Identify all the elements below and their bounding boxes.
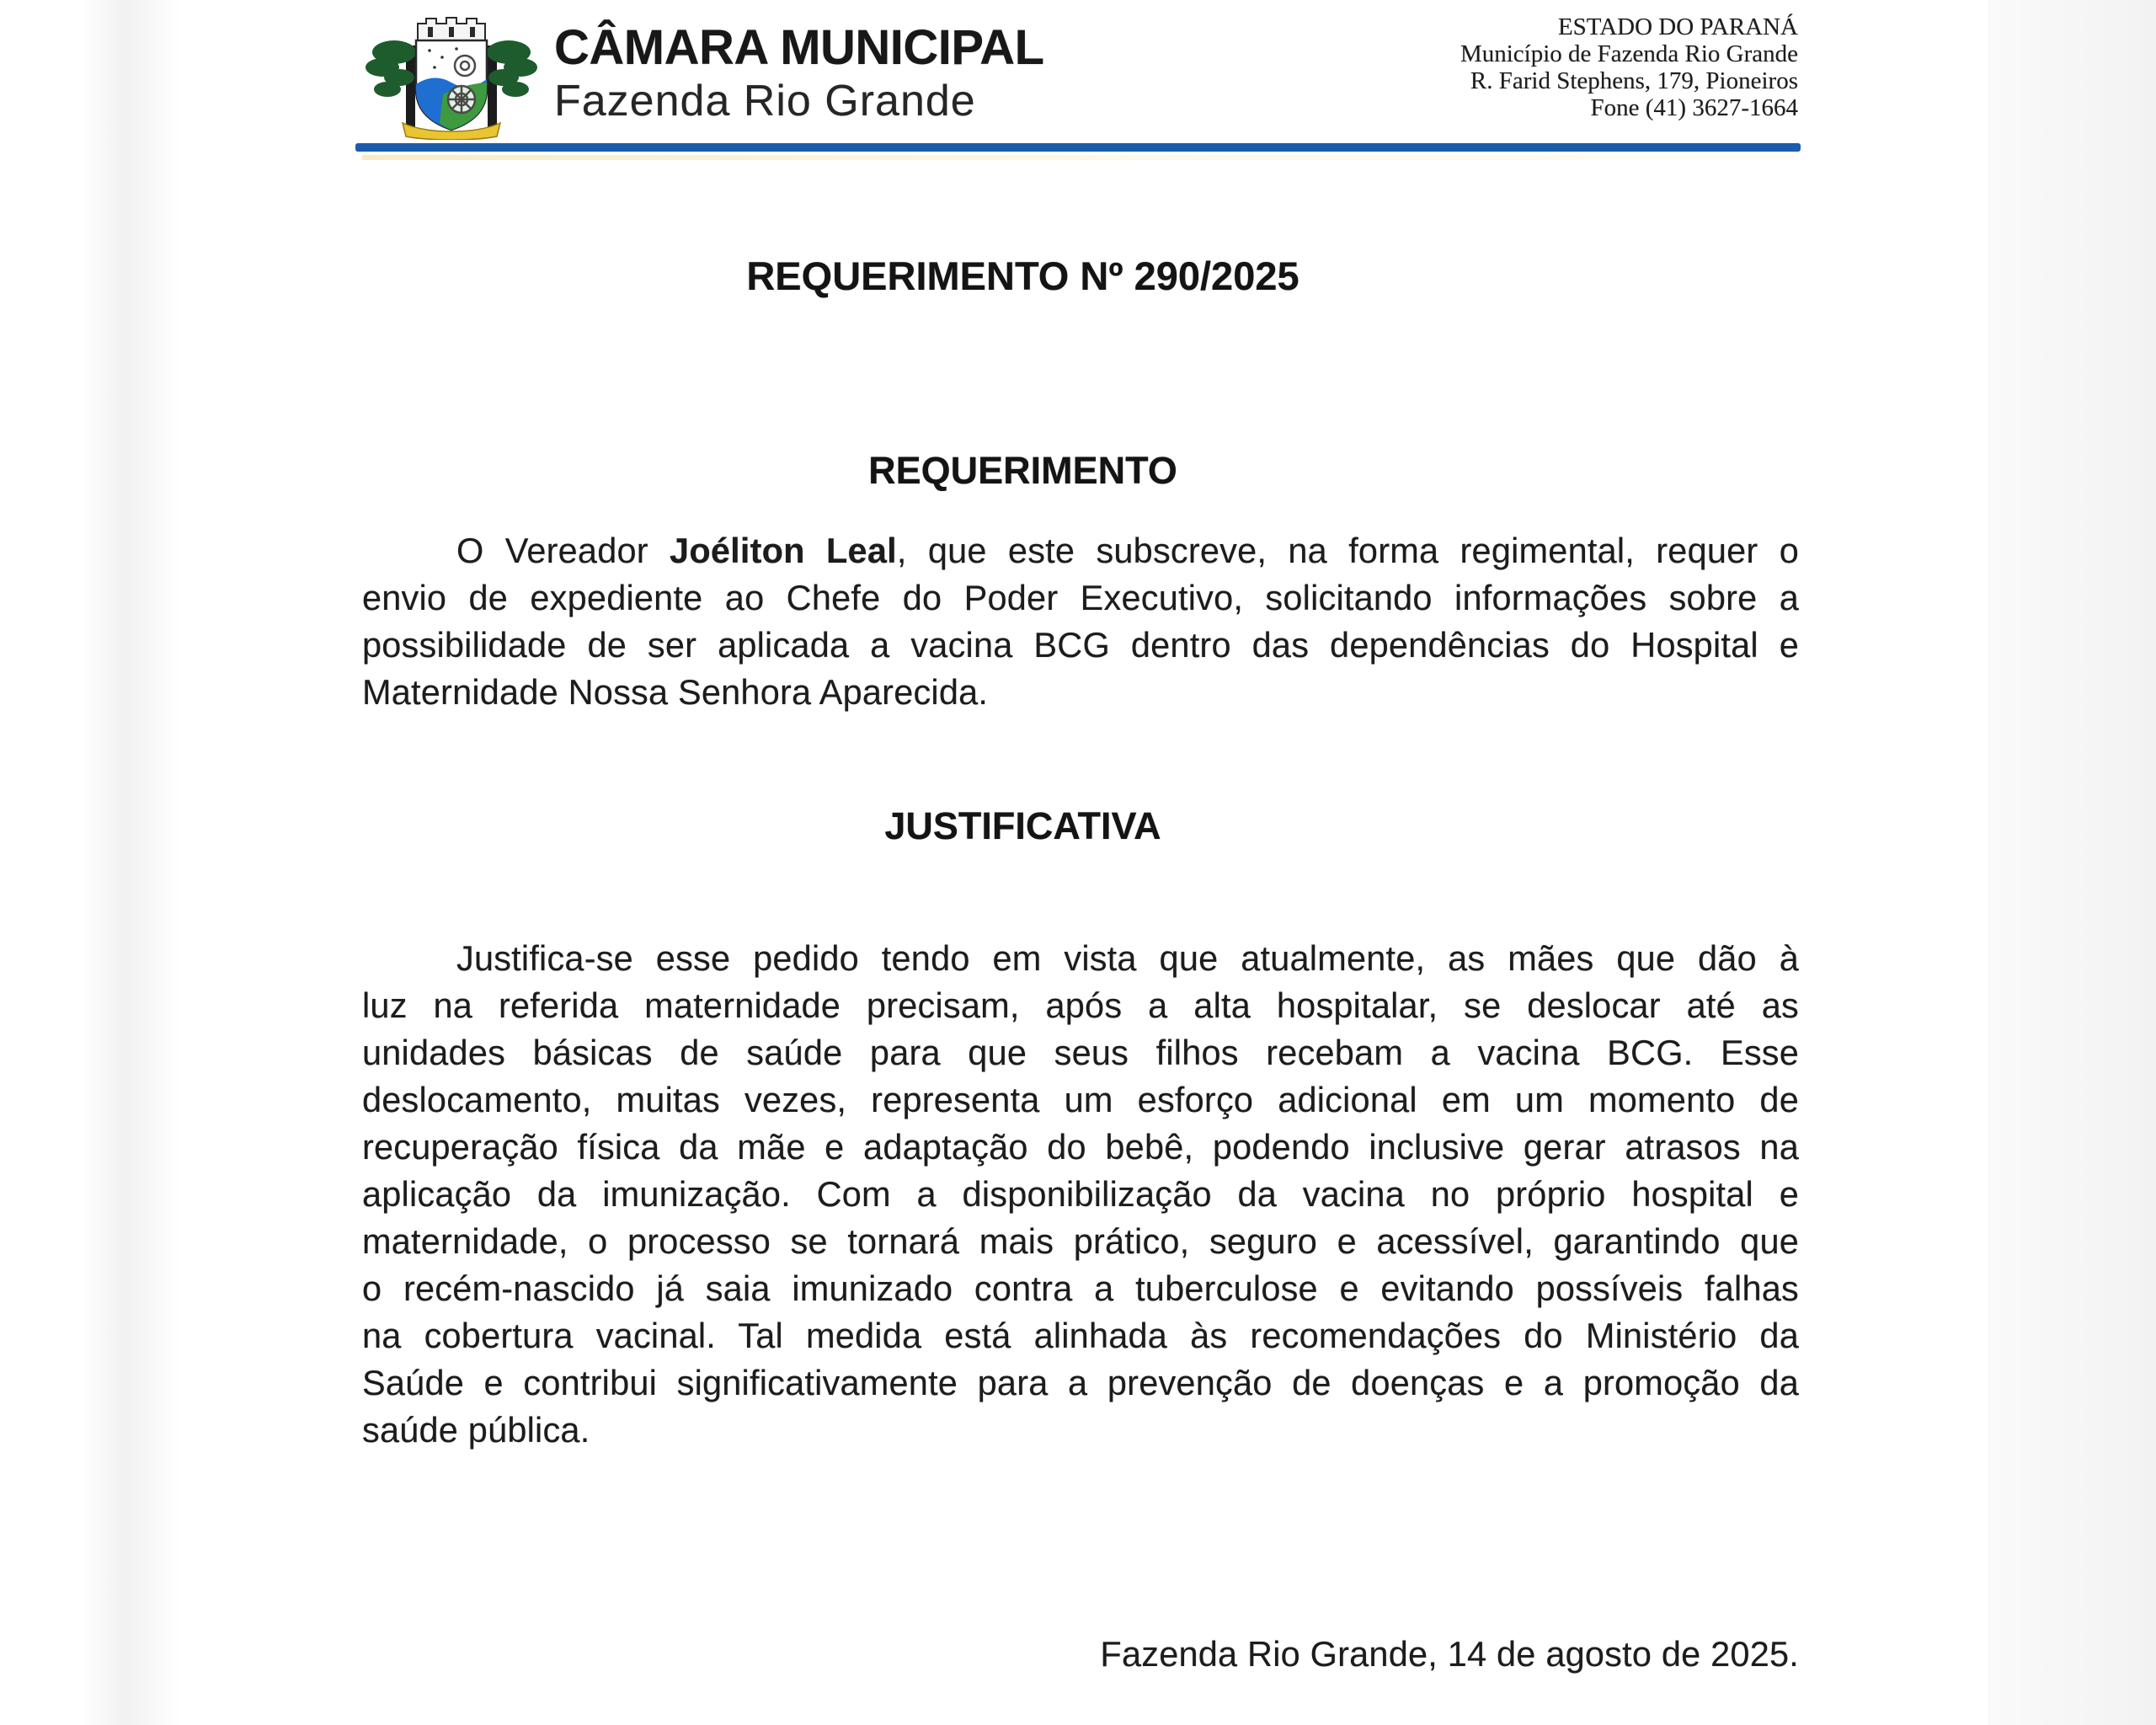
text-segment: , que este subscreve, na forma regimental, requer o	[896, 531, 1799, 570]
org-name-line2: Fazenda Rio Grande	[554, 77, 976, 126]
text-segment: Maternidade Nossa Senhora Aparecida.	[362, 672, 989, 712]
paragraph-line	[362, 1124, 1799, 1171]
paragraph-line	[362, 1029, 1799, 1076]
paragraph-line	[362, 527, 1799, 574]
dateline: Fazenda Rio Grande, 14 de agosto de 2025.	[1100, 1634, 1799, 1674]
header-divider-line	[355, 143, 1801, 152]
paragraph-line	[362, 1076, 1799, 1124]
letterhead-street: R. Farid Stephens, 179, Pioneiros	[1470, 67, 1798, 94]
section-heading-requerimento: REQUERIMENTO	[868, 449, 1177, 492]
paragraph-line	[362, 1407, 1799, 1454]
text-segment: maternidade, o processo se tornará mais prático, seguro e acessível, garantindo que	[362, 1221, 1799, 1261]
text-segment: luz na referida maternidade precisam, após a alta hospitalar, se deslocar até as	[362, 985, 1799, 1025]
text-segment: deslocamento, muitas vezes, representa um esforço adicional em um momento de	[362, 1080, 1799, 1119]
text-segment: Justifica-se esse pedido tendo em vista que atualmente, as mães que dão à	[456, 938, 1799, 978]
page-edge-shadow-right	[1988, 0, 2156, 1725]
organization-name-block	[554, 20, 1044, 126]
text-segment: o recém-nascido já saia imunizado contra a tuberculose e evitando possíveis falhas	[362, 1268, 1799, 1308]
text-segment: envio de expediente ao Chefe do Poder Executivo, solicitando informações sobre a	[362, 578, 1799, 617]
text-segment: na cobertura vacinal. Tal medida está alinhada às recomendações do Ministério da	[362, 1316, 1799, 1355]
text-segment: possibilidade de ser aplicada a vacina BCG dentro das dependências do Hospital e	[362, 625, 1799, 665]
text-segment: unidades básicas de saúde para que seus filhos recebam a vacina BCG. Esse	[362, 1033, 1799, 1072]
text-segment: aplicação da imunização. Com a disponibilização da vacina no próprio hospital e	[362, 1174, 1799, 1214]
text-segment: Saúde e contribui significativamente para a prevenção de doenças e a promoção da	[362, 1363, 1799, 1402]
paragraph-line	[362, 1218, 1799, 1265]
author-name-bold: Joéliton Leal	[670, 531, 897, 570]
header-divider-accent	[362, 155, 1794, 160]
letterhead-state: ESTADO DO PARANÁ	[1557, 13, 1798, 40]
paragraph-line	[362, 1265, 1799, 1312]
letterhead-phone: Fone (41) 3627-1664	[1590, 94, 1798, 121]
paragraph-line	[362, 622, 1799, 669]
paragraph-line	[362, 1312, 1799, 1359]
coat-of-arms-logo	[362, 12, 541, 140]
paragraph-line	[362, 1171, 1799, 1218]
letterhead-address-block	[1460, 13, 1798, 121]
org-name-line1: CÂMARA MUNICIPAL	[554, 20, 1044, 75]
document-title: REQUERIMENTO Nº 290/2025	[746, 254, 1299, 298]
paragraph-line	[362, 574, 1799, 622]
page-edge-shadow-left	[80, 0, 181, 1725]
paragraph-justificativa	[362, 935, 1799, 1454]
paragraph-line	[362, 982, 1799, 1029]
text-segment: recuperação física da mãe e adaptação do bebê, podendo inclusive gerar atrasos na	[362, 1127, 1799, 1167]
text-segment: O Vereador	[456, 531, 670, 570]
section-heading-justificativa: JUSTIFICATIVA	[884, 804, 1161, 847]
coat-of-arms-icon	[362, 12, 541, 140]
text-segment: saúde pública.	[362, 1410, 590, 1450]
paragraph-line	[362, 1359, 1799, 1407]
paragraph-line	[362, 935, 1799, 982]
paragraph-requerimento	[362, 527, 1799, 716]
paragraph-line	[362, 669, 1799, 716]
letterhead-municipality: Município de Fazenda Rio Grande	[1460, 40, 1798, 67]
